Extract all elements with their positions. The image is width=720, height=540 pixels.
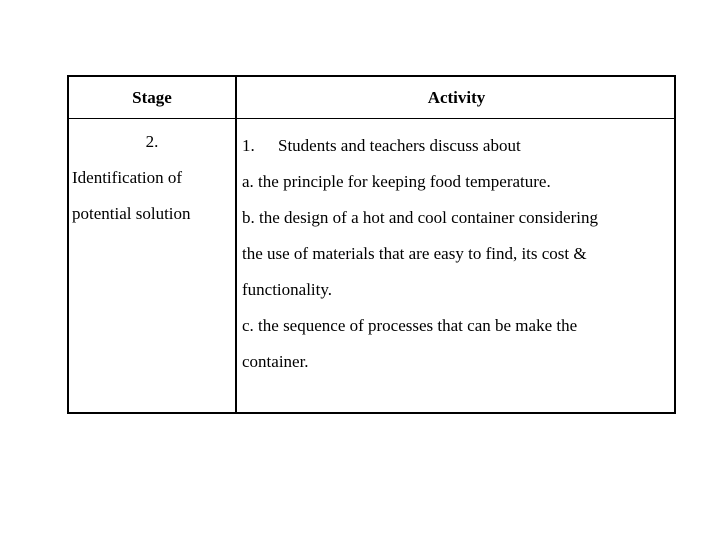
activity-line-b-cont-2: functionality. — [242, 280, 333, 299]
activity-item-1 — [242, 136, 674, 172]
activity-item-text: Students and teachers discuss about — [278, 136, 521, 155]
stage-name-line-1: Identification of — [72, 168, 182, 187]
column-divider — [235, 77, 237, 412]
stage-activity-table — [67, 75, 676, 414]
activity-line-c-cont: container. — [242, 352, 309, 371]
stage-header: Stage — [132, 87, 172, 107]
stage-name-line-2: potential solution — [72, 204, 191, 223]
activity-cell — [242, 136, 674, 388]
header-divider — [69, 118, 674, 119]
activity-item-number: 1. — [242, 136, 255, 155]
activity-line-c: c. the sequence of processes that can be make the — [242, 316, 578, 335]
activity-line-b-cont-1: the use of materials that are easy to find, its cost & — [242, 244, 587, 263]
stage-number: 2. — [145, 132, 159, 151]
stage-cell — [72, 132, 232, 240]
activity-header: Activity — [427, 87, 486, 107]
activity-line-a: a. the principle for keeping food temperature. — [242, 172, 551, 191]
activity-line-b: b. the design of a hot and cool container considering — [242, 208, 598, 227]
